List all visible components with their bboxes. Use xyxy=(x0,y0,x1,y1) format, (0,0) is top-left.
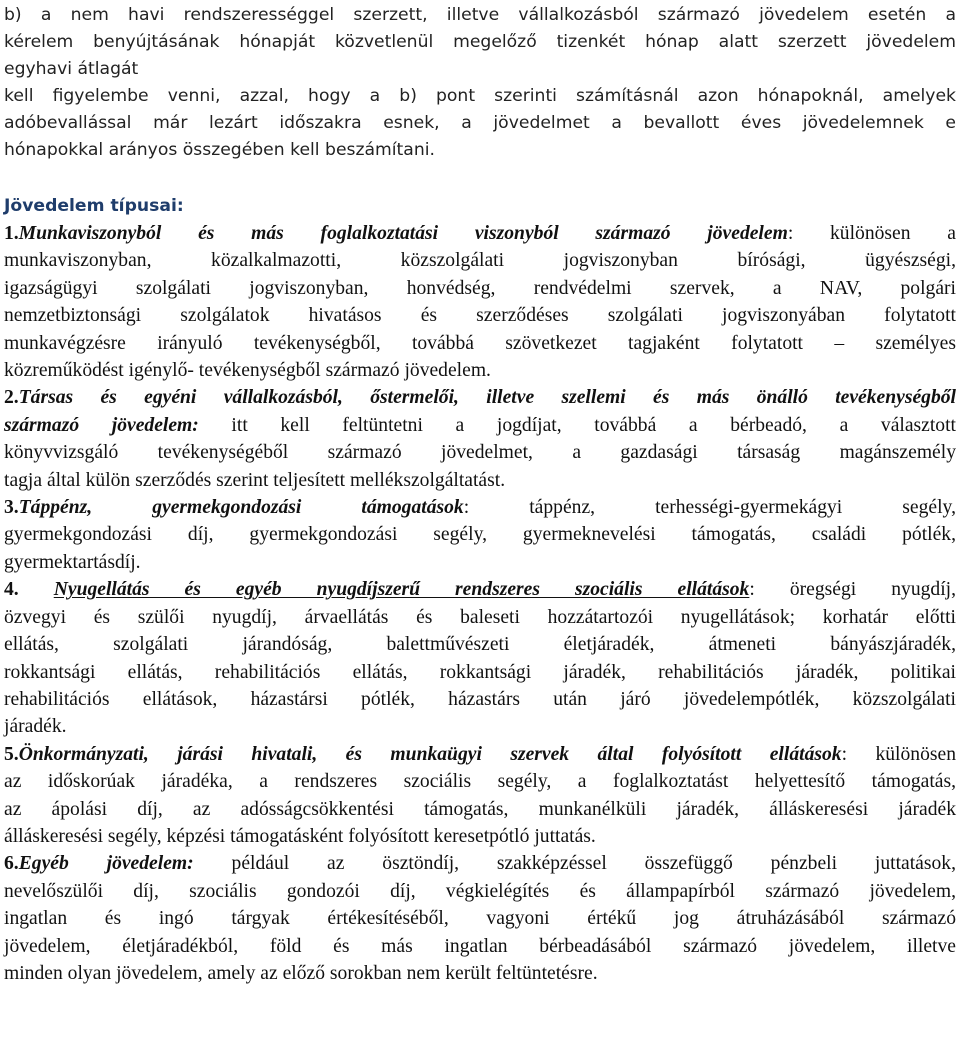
item-term: Nyugellátás és egyéb nyugdíjszerű rendszeres szociális ellátások xyxy=(53,579,750,601)
item-text-line: tagja által külön szerződés szerint teljesített mellékszolgáltatást. xyxy=(4,469,506,491)
item-text-line: özvegyi és szülői nyugdíj, árvaellátás és baleseti hozzátartozói nyugellátások; korhatár előtti xyxy=(4,606,956,628)
item-number: 5. xyxy=(4,743,19,765)
item-number: 3. xyxy=(4,497,19,519)
intro-line: kérelem benyújtásának hónapját közvetlenül megelőző tizenkét hónap alatt szerzett jövedelem xyxy=(4,32,956,52)
item-text-line: nevelőszülői díj, szociális gondozói díj, végkielégítés és állampapírból származó jövedelem, xyxy=(4,880,956,902)
item-number: 6. xyxy=(4,853,19,875)
item-text-line: jövedelem, életjáradékból, föld és más ingatlan bérbeadásából származó jövedelem, illetve xyxy=(4,935,956,957)
income-type-item-1 xyxy=(4,220,956,384)
item-term: Önkormányzati, járási hivatali, és munkaügyi szervek által folyósított ellátások xyxy=(18,743,842,765)
item-text: : különösen a xyxy=(787,223,956,244)
item-text-line: közreműködést igénylő- tevékenységből származó jövedelem. xyxy=(4,360,491,382)
item-text-line: az időskorúak járadéka, a rendszeres szociális segély, a foglalkoztatást helyettesítő támogatás, xyxy=(4,771,956,793)
income-type-item-2 xyxy=(4,384,956,494)
item-text-line: rokkantsági ellátás, rehabilitációs ellátás, rokkantsági járadék, rehabilitációs járadék, politikai xyxy=(4,661,956,683)
item-text-line: könyvvizsgáló tevékenységéből származó jövedelmet, a gazdasági társaság magánszemély xyxy=(4,442,956,464)
item-text: itt kell feltüntetni a jogdíjat, továbbá a bérbeadó, a választott xyxy=(198,414,956,436)
intro-line: egyhavi átlagát xyxy=(4,59,139,79)
intro-line: hónapokkal arányos összegében kell beszámítani. xyxy=(4,140,435,160)
income-type-item-5 xyxy=(4,741,956,851)
item-text-line: ellátás, szolgálati járandóság, balettművészeti életjáradék, átmeneti bányászjáradék, xyxy=(4,634,956,656)
intro-line: adóbevallással már lezárt időszakra esnek, a jövedelmet a bevallott éves jövedelemnek e xyxy=(4,113,956,133)
item-text-line: nemzetbiztonsági szolgálatok hivatásos és szerződéses szolgálati jogviszonyában folytatott xyxy=(4,305,956,327)
item-term: Munkaviszonyból és más foglalkoztatási viszonyból származó jövedelem xyxy=(18,223,788,244)
item-term: származó jövedelem: xyxy=(4,414,199,436)
item-text-line: ingatlan és ingó tárgyak értékesítéséből, vagyoni értékű jog átruházásából származó xyxy=(4,908,956,930)
income-types-heading: Jövedelem típusai: xyxy=(4,196,184,216)
intro-paragraph xyxy=(4,0,956,164)
item-term: Egyéb jövedelem: xyxy=(18,853,194,875)
item-text-line: álláskeresési segély, képzési támogatásként folyósított keresetpótló juttatás. xyxy=(4,825,596,847)
income-type-item-6 xyxy=(4,850,956,987)
item-term: Táppénz, gyermekgondozási támogatások xyxy=(18,497,464,519)
income-type-item-4 xyxy=(4,576,956,740)
item-text: : különösen xyxy=(841,743,957,765)
intro-line: b) a nem havi rendszerességgel szerzett, illetve vállalkozásból származó jövedelem esetén a xyxy=(4,5,956,25)
item-text: : táppénz, terhességi-gyermekágyi segély, xyxy=(463,497,956,519)
intro-line: kell figyelembe venni, azzal, hogy a b) pont szerinti számításnál azon hónapoknál, amelyek xyxy=(4,86,956,106)
item-text-line: munkaviszonyban, közalkalmazotti, közszolgálati jogviszonyban bírósági, ügyészségi, xyxy=(4,250,956,272)
item-number: 2. xyxy=(4,387,19,409)
item-text-line: járadék. xyxy=(4,716,67,738)
item-text: például az ösztöndíj, szakképzéssel összefüggő pénzbeli juttatások, xyxy=(193,853,956,875)
item-number: 4. xyxy=(4,579,19,601)
item-text-line: igazságügyi szolgálati jogviszonyban, honvédség, rendvédelmi szervek, a NAV, polgári xyxy=(4,277,956,299)
item-text-line: minden olyan jövedelem, amely az előző sorokban nem került feltüntetésre. xyxy=(4,962,598,984)
income-type-item-3 xyxy=(4,494,956,576)
item-text-line: munkavégzésre irányuló tevékenységből, továbbá szövetkezet tagjaként folytatott – személyes xyxy=(4,332,956,354)
item-text-line: gyermekgondozási díj, gyermekgondozási segély, gyermeknevelési támogatás, családi pótlék, xyxy=(4,524,956,546)
item-text: : öregségi nyugdíj, xyxy=(749,579,956,601)
item-text-line: gyermektartásdíj. xyxy=(4,551,141,573)
document-page xyxy=(4,0,956,987)
item-term: Társas és egyéni vállalkozásból, őstermelői, illetve szellemi és más önálló tevékenységből xyxy=(18,387,956,409)
item-number: 1. xyxy=(4,223,19,244)
item-text-line: rehabilitációs ellátások, házastársi pótlék, házastárs után járó jövedelempótlék, közszolgálati xyxy=(4,688,956,710)
item-text-line: az ápolási díj, az adósságcsökkentési támogatás, munkanélküli járadék, álláskeresési járadék xyxy=(4,798,956,820)
